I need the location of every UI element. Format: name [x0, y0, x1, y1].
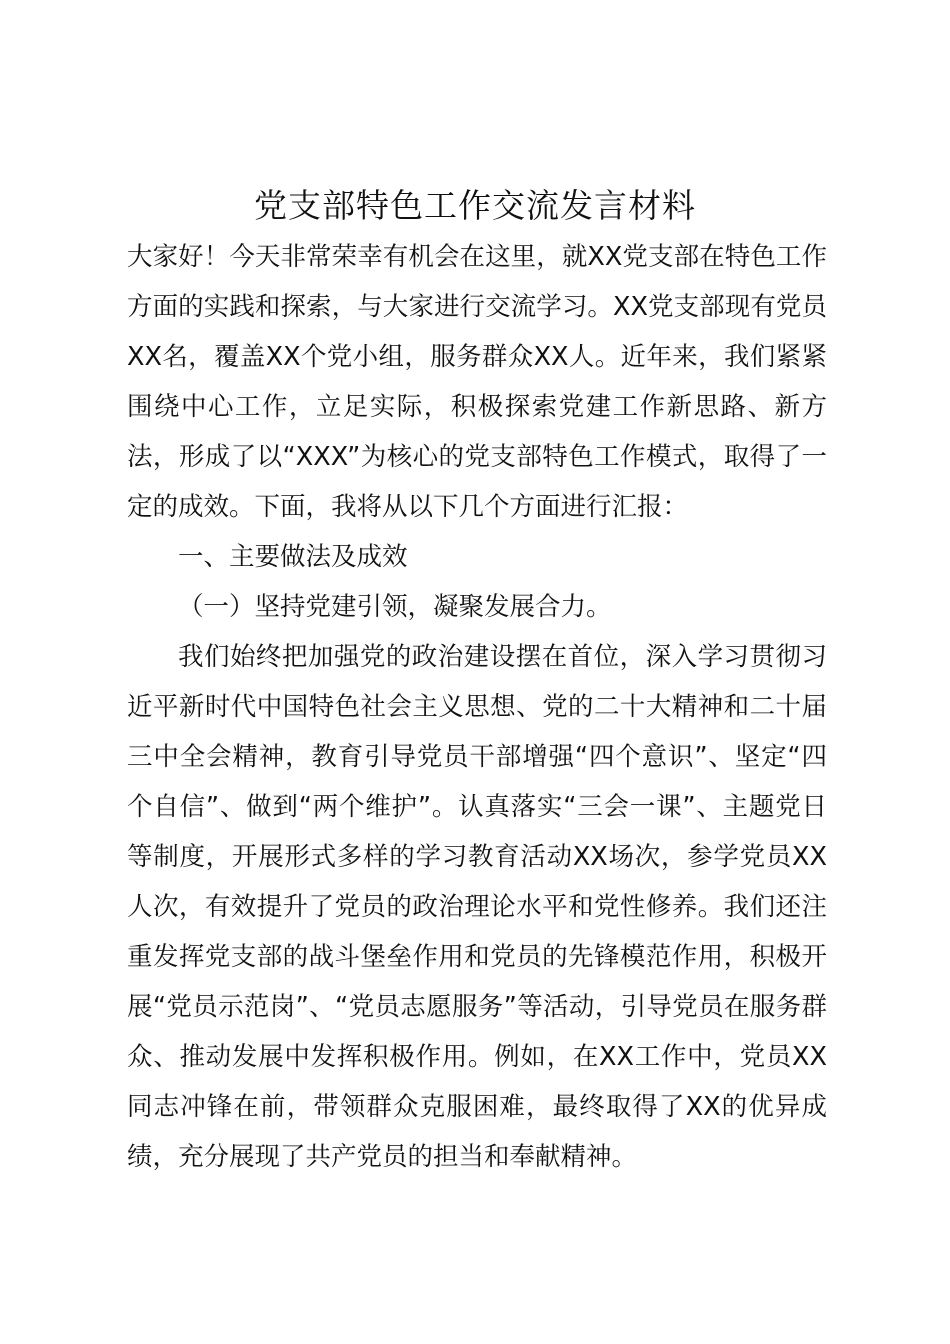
- body-paragraph: 我们始终把加强党的政治建设摆在首位，深入学习贯彻习近平新时代中国特色社会主义思想、党的二十大精神和二十届三中全会精神，教育引导党员干部增强“四个意识”、坚定“四个自信”、做到“两个维护”。认真落实“三会一课”、主题党日等制度，开展形式多样的学习教育活动XX场次，参学党员XX人次，有效提升了党员的政治理论水平和党性修养。我们还注重发挥党支部的战斗堡垒作用和党员的先锋模范作用，积极开展“党员示范岗”、“党员志愿服务”等活动，引导党员在服务群众、推动发展中发挥积极作用。例如，在XX工作中，党员XX同志冲锋在前，带领群众克服困难，最终取得了XX的优异成绩，充分展现了共产党员的担当和奉献精神。: [127, 642, 827, 1172]
- intro-paragraph: 大家好！今天非常荣幸有机会在这里，就XX党支部在特色工作方面的实践和探索，与大家进行交流学习。XX党支部现有党员XX名，覆盖XX个党小组，服务群众XX人。近年来，我们紧紧围绕中心工作，立足实际，积极探索党建工作新思路、新方法，形成了以“XXX”为核心的党支部特色工作模式，取得了一定的成效。下面，我将从以下几个方面进行汇报：: [127, 242, 827, 522]
- document-title: 党支部特色工作交流发言材料: [254, 186, 696, 225]
- document-body: [127, 232, 827, 1182]
- section-heading: 一、主要做法及成效: [178, 542, 408, 572]
- subsection-heading: （一）坚持党建引领，凝聚发展合力。: [178, 592, 612, 622]
